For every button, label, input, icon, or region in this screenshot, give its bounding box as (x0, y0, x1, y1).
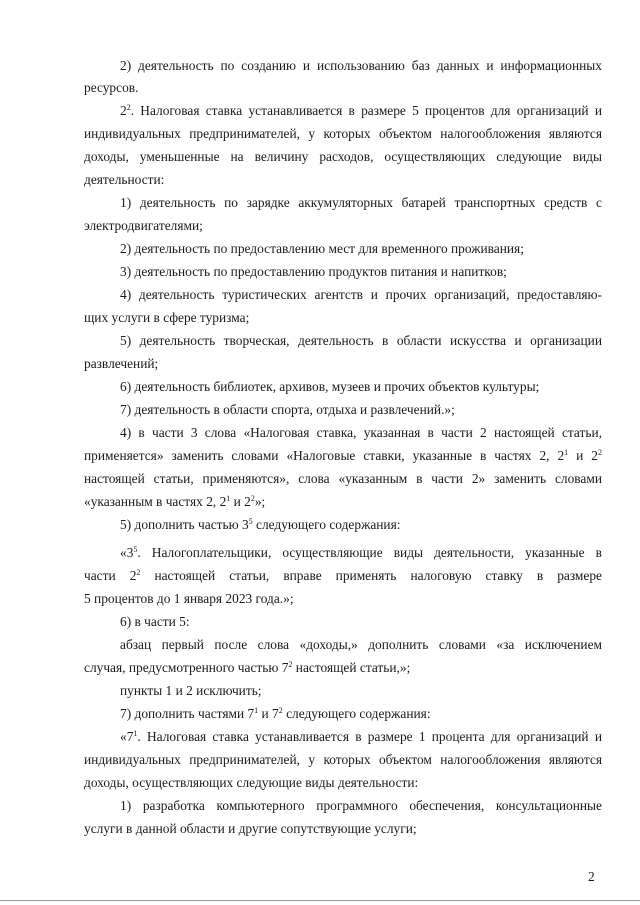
text-run: и 2 (568, 448, 598, 463)
text-run: услуги в данной области и другие сопутствующие услуги; (84, 821, 417, 836)
superscript: 1 (564, 448, 569, 457)
text-run: доходы, уменьшенные на величину расходов, осуществляющих следующие виды (84, 149, 602, 164)
text-line (120, 287, 602, 303)
text-run: «3 (120, 545, 134, 560)
text-line (120, 706, 431, 722)
text-run: части 2 (84, 568, 137, 583)
text-run: 5) дополнить частью 3 (120, 517, 249, 532)
text-line (120, 729, 602, 745)
text-run: индивидуальных предпринимателей, у которых объектом налогообложения являются (84, 752, 602, 767)
text-line (84, 591, 294, 607)
superscript: 1 (133, 729, 138, 738)
text-run: развлечений; (84, 356, 159, 371)
text-run: . Налогоплательщики, осуществляющие виды деятельности, указанные в (137, 545, 602, 560)
text-run: и 7 (258, 706, 279, 721)
text-run: электродвигателями; (84, 218, 203, 233)
text-run: 1) разработка компьютерного программного обеспечения, консультационные (120, 798, 602, 813)
text-line (120, 517, 400, 533)
text-run: «7 (120, 729, 134, 744)
text-line (120, 614, 190, 630)
text-line (84, 660, 410, 676)
text-line (84, 126, 602, 142)
text-line (120, 798, 602, 814)
text-run: 1) деятельность по зарядке аккумуляторных батарей транспортных средств с (120, 195, 602, 210)
text-run: 4) деятельность туристических агентств и прочих организаций, предоставляю- (120, 287, 602, 302)
text-line (84, 494, 265, 510)
text-line (84, 471, 602, 487)
text-line (84, 80, 138, 96)
text-line (120, 103, 602, 119)
superscript: 2 (250, 494, 255, 503)
text-run: 4) в части 3 слова «Налоговая ставка, указанная в части 2 настоящей статьи, (120, 425, 602, 440)
superscript: 2 (136, 568, 141, 577)
text-run: абзац первый после слова «доходы,» дополнить словами «за исключением (120, 637, 602, 652)
text-run: ресурсов. (84, 80, 139, 95)
text-run: »; (254, 494, 266, 509)
text-line (120, 241, 524, 257)
text-run: 2) деятельность по предоставлению мест для временного проживания; (120, 241, 524, 256)
text-run: настоящей статьи,»; (292, 660, 411, 675)
text-run: . Налоговая ставка устанавливается в размере 5 процентов для организаций и (130, 103, 602, 118)
superscript: 5 (133, 545, 138, 554)
text-line (120, 333, 602, 349)
superscript: 2 (598, 448, 602, 457)
text-line (84, 218, 203, 234)
text-line (84, 310, 249, 326)
text-run: и 2 (230, 494, 251, 509)
text-line (84, 568, 602, 584)
text-line (120, 637, 602, 653)
text-run: настоящей статьи, вправе применять налоговую ставку в размере (140, 568, 602, 583)
text-run: следующего содержания: (252, 517, 401, 532)
text-run: 6) деятельность библиотек, архивов, музеев и прочих объектов культуры; (120, 379, 540, 394)
text-run: настоящей статьи, применяются», слова «указанным в части 2» заменить словами (84, 471, 602, 486)
text-run: 3) деятельность по предоставлению продуктов питания и напитков; (120, 264, 507, 279)
text-run: щих услуги в сфере туризма; (84, 310, 250, 325)
text-line (84, 775, 418, 791)
text-line (120, 545, 602, 561)
text-run: . Налоговая ставка устанавливается в размере 1 процента для организаций и (137, 729, 602, 744)
superscript: 1 (226, 494, 231, 503)
text-line (84, 356, 158, 372)
text-run: следующего содержания: (282, 706, 431, 721)
text-line (120, 402, 455, 418)
text-run: 5 процентов до 1 января 2023 года.»; (84, 591, 294, 606)
text-run: 2) деятельность по созданию и использованию баз данных и информационных (120, 58, 602, 73)
text-line (84, 821, 417, 837)
text-run: 7) деятельность в области спорта, отдыха и развлечений.»; (120, 402, 455, 417)
text-line (84, 448, 602, 464)
text-run: пункты 1 и 2 исключить; (120, 683, 262, 698)
text-line (120, 58, 602, 74)
text-line (120, 425, 602, 441)
text-line (120, 683, 262, 699)
superscript: 2 (126, 103, 131, 112)
text-run: применяется» заменить словами «Налоговые ставки, указанные в частях 2, 2 (84, 448, 565, 463)
page-number: 2 (588, 869, 595, 884)
text-line (120, 195, 602, 211)
text-run: 2 (120, 103, 127, 118)
text-line (84, 752, 602, 768)
text-run: случая, предусмотренного частью 7 (84, 660, 289, 675)
superscript: 2 (288, 660, 293, 669)
text-run: деятельности: (84, 172, 165, 187)
text-line (84, 149, 602, 165)
text-run: индивидуальных предпринимателей, у которых объектом налогообложения являются (84, 126, 602, 141)
text-line (120, 264, 507, 280)
text-run: 6) в части 5: (120, 614, 190, 629)
superscript: 5 (248, 517, 253, 526)
superscript: 1 (254, 706, 259, 715)
page-bottom-edge (0, 900, 640, 901)
superscript: 2 (278, 706, 283, 715)
text-line (120, 379, 539, 395)
text-run: 7) дополнить частями 7 (120, 706, 255, 721)
text-run: «указанным в частях 2, 2 (84, 494, 227, 509)
text-line (84, 172, 164, 188)
text-run: доходы, осуществляющих следующие виды деятельности: (84, 775, 419, 790)
text-run: 5) деятельность творческая, деятельность в области искусства и организации (120, 333, 602, 348)
